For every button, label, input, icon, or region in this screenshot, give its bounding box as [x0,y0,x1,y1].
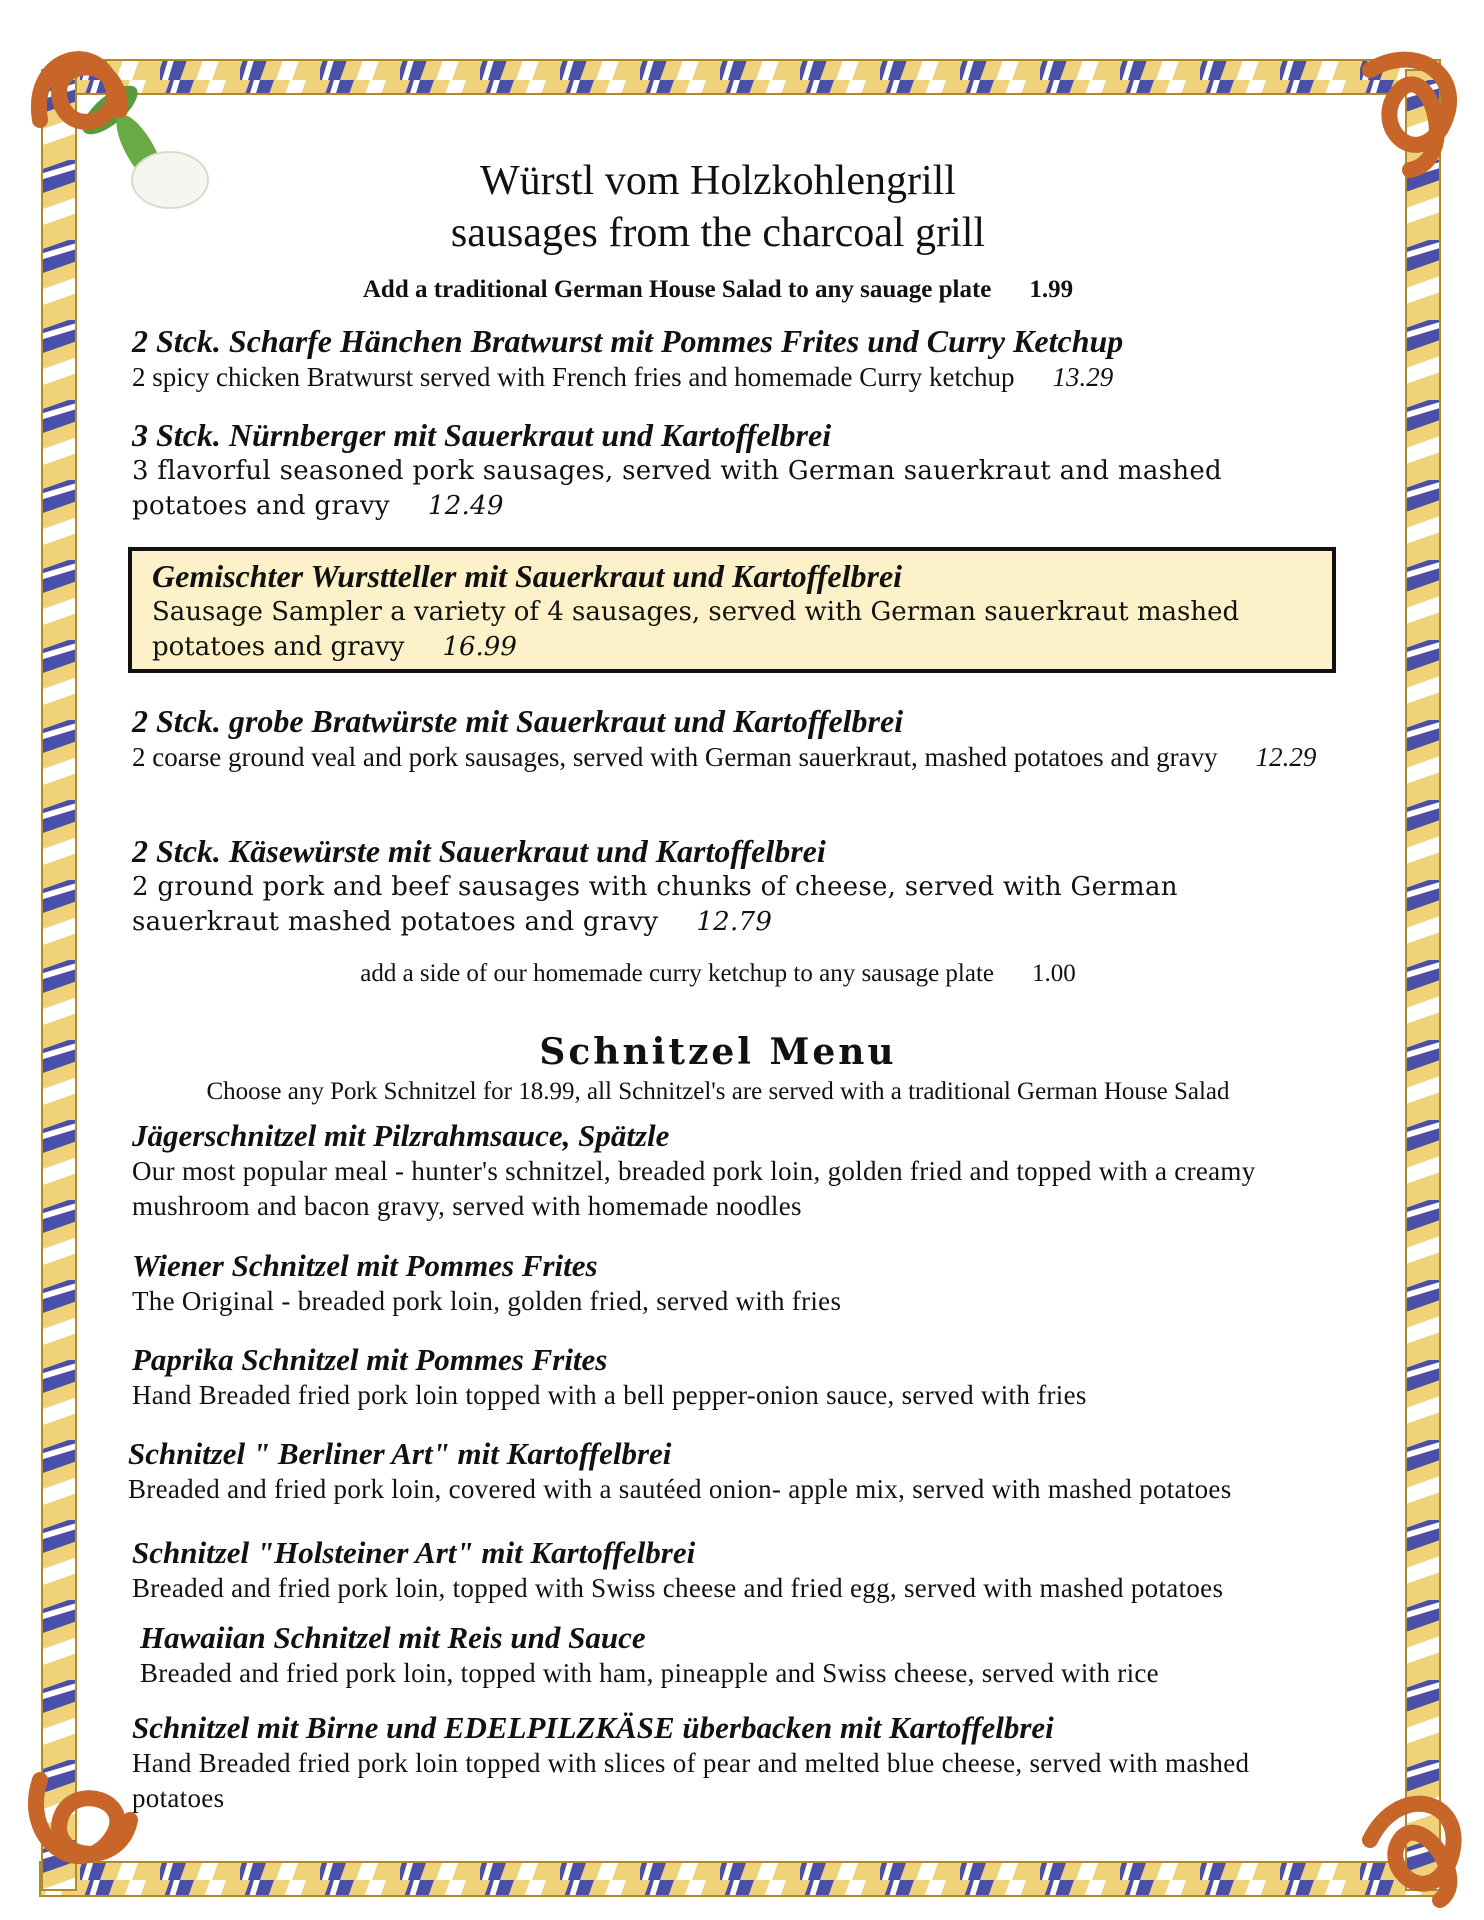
item-desc: The Original - breaded pork loin, golden fried, served with fries [132,1286,842,1316]
item-desc: Our most popular meal - hunter's schnitzel, breaded pork loin, golden fried and topped with a creamy mushroom and bacon gravy, served with homemade noodles [132,1156,1256,1221]
item-name: 3 Stck. Nürnberger mit Sauerkraut und Kartoffelbrei [132,417,832,453]
menu-item [132,832,1262,940]
item-desc: Sausage Sampler a variety of 4 sausages, served with German sauerkraut mashed potatoes and gravy 16.99 [152,597,1240,662]
item-name: Jägerschnitzel mit Pilzrahmsauce, Spätzle [132,1118,670,1153]
item-desc: Hand Breaded fried pork loin topped with a bell pepper-onion sauce, served with fries [132,1380,1087,1410]
curry-note: add a side of our homemade curry ketchup to any sausage plate 1.00 [360,960,1076,987]
item-desc: 2 ground pork and beef sausages with chunks of cheese, served with German sauerkraut mashed potatoes and gravy 12.79 [132,872,1178,937]
menu-item [132,322,1342,395]
item-price: 13.29 [1052,362,1114,392]
item-name: Gemischter Wurstteller mit Sauerkraut und Kartoffelbrei [152,558,903,594]
item-name: Paprika Schnitzel mit Pommes Frites [132,1342,608,1377]
item-name: Schnitzel "Holsteiner Art" mit Kartoffelbrei [132,1535,696,1570]
item-desc: 3 flavorful seasoned pork sausages, served with German sauerkraut and mashed potatoes and gravy 12.49 [132,456,1223,521]
item-price: 12.29 [1255,742,1317,772]
item-price: 12.79 [696,907,773,937]
menu-item [132,416,1272,524]
item-name: Hawaiian Schnitzel mit Reis und Sauce [140,1620,646,1655]
item-price: 16.99 [442,632,517,662]
salad-note: Add a traditional German House Salad to any sauage plate 1.99 [362,276,1074,303]
menu-item [132,702,1322,775]
item-desc: Hand Breaded fried pork loin topped with slices of pear and melted blue cheese, served with mashed potatoes [132,1748,1250,1813]
item-desc: Breaded and fried pork loin, topped with ham, pineapple and Swiss cheese, served with rice [140,1658,1159,1688]
item-name: Schnitzel " Berliner Art" mit Kartoffelbrei [128,1436,672,1471]
featured-item-box [128,547,1336,673]
item-name: Wiener Schnitzel mit Pommes Frites [132,1248,598,1283]
schnitzel-note: Choose any Pork Schnitzel for 18.99, all Schnitzel's are served with a traditional German House Salad [206,1078,1230,1105]
section-title: Schnitzel Menu [539,1031,897,1073]
menu-item [132,1535,1382,1606]
menu-item [132,1118,1282,1224]
page-title: Würstl vom Holzkohlengrill [480,158,956,204]
menu-item [140,1620,1350,1691]
menu-item [132,1710,1302,1816]
item-name: 2 Stck. grobe Bratwürste mit Sauerkraut und Kartoffelbrei [132,703,904,739]
item-desc: Breaded and fried pork loin, topped with Swiss cheese and fried egg, served with mashed potatoes [132,1573,1224,1603]
page-subtitle: sausages from the charcoal grill [450,210,986,256]
item-name: 2 Stck. Käsewürste mit Sauerkraut und Kartoffelbrei [132,833,826,869]
item-name: Schnitzel mit Birne und EDELPILZKÄSE überbacken mit Kartoffelbrei [132,1710,1054,1745]
menu-item [132,1248,1342,1319]
item-desc: 2 coarse ground veal and pork sausages, served with German sauerkraut, mashed potatoes and gravy 12.29 [132,742,1317,772]
menu-item [128,1436,1378,1507]
item-price: 12.49 [427,491,504,521]
item-name: 2 Stck. Scharfe Hänchen Bratwurst mit Pommes Frites und Curry Ketchup [132,323,1124,359]
item-desc: Breaded and fried pork loin, covered with a sautéed onion- apple mix, served with mashed potatoes [128,1474,1232,1504]
menu-item [132,1342,1342,1413]
item-desc: 2 spicy chicken Bratwurst served with French fries and homemade Curry ketchup 13.29 [132,362,1114,392]
